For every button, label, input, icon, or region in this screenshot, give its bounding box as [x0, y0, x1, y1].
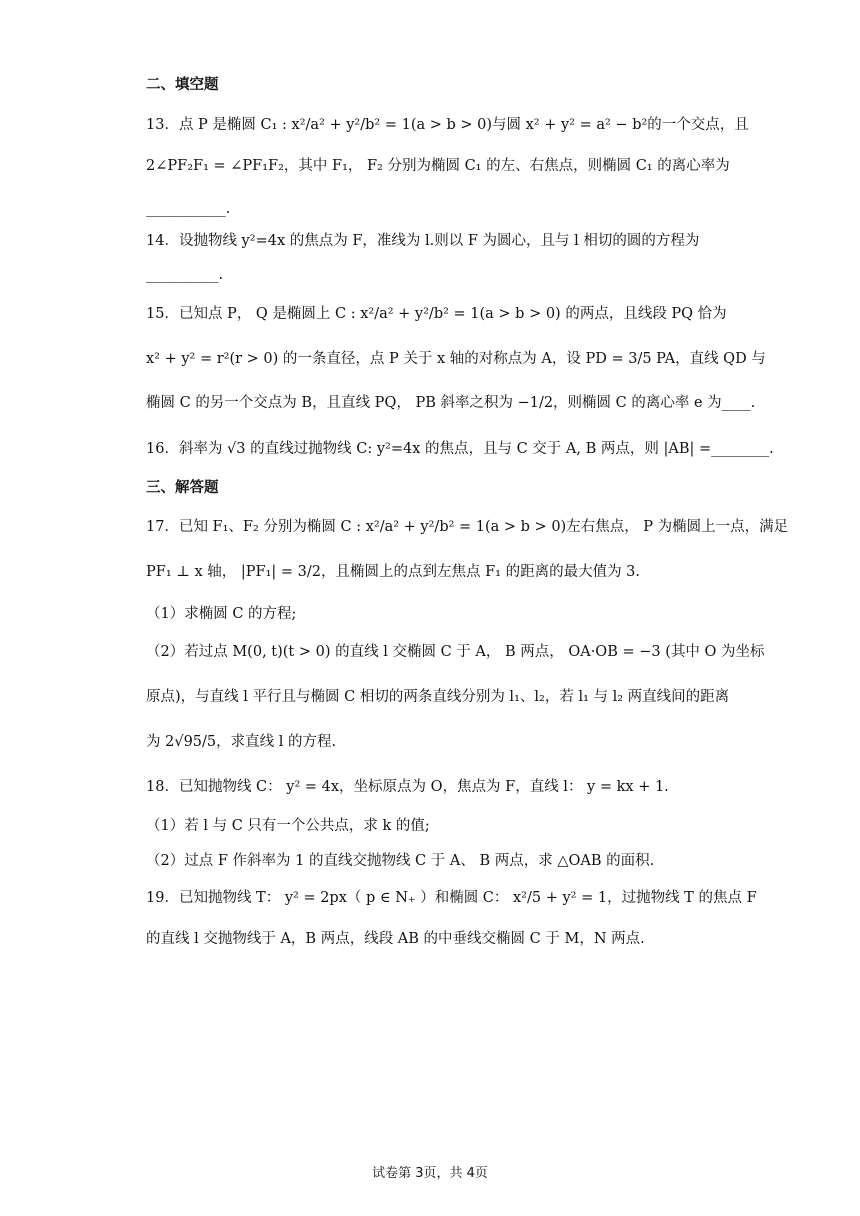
q15-line-2: x² + y² = r²(r > 0) 的一条直径，点 P 关于 x 轴的对称点为 A，设 PD = 3/5 PA，直线 QD 与 [146, 351, 766, 367]
q17-part-2-line-3: 为 2√95/5，求直线 l 的方程. [146, 734, 337, 750]
q19-line-1: 19．已知抛物线 T： y² = 2px（ p ∈ N₊ ）和椭圆 C： x²/5 + y² = 1，过抛物线 T 的焦点 F [146, 890, 757, 906]
q17-part-2-line-2: 原点)，与直线 l 平行且与椭圆 C 相切的两条直线分别为 l₁、l₂，若 l₁ 与 l₂ 两直线间的距离 [146, 689, 730, 705]
q18-part-1: （1）若 l 与 C 只有一个公共点，求 k 的值; [146, 818, 430, 834]
q19-line-2: 的直线 l 交抛物线于 A，B 两点，线段 AB 的中垂线交椭圆 C 于 M，N 两点. [146, 931, 645, 947]
q18-line-1: 18．已知抛物线 C： y² = 4x，坐标原点为 O，焦点为 F，直线 l： y = kx + 1. [146, 779, 669, 795]
q14-answer-blank: __________. [146, 267, 224, 283]
q17-line-1: 17．已知 F₁、F₂ 分别为椭圆 C : x²/a² + y²/b² = 1(a > b > 0)左右焦点， P 为椭圆上一点，满足 [146, 519, 789, 535]
q13-answer-blank: ___________. [146, 201, 231, 217]
q17-part-2-line-1: （2）若过点 M(0, t)(t > 0) 的直线 l 交椭圆 C 于 A， B 两点， OA·OB = −3 (其中 O 为坐标 [146, 644, 765, 660]
q14-line-1: 14．设抛物线 y²=4x 的焦点为 F，准线为 l.则以 F 为圆心，且与 l 相切的圆的方程为 [146, 233, 700, 249]
q18-part-2: （2）过点 F 作斜率为 1 的直线交抛物线 C 于 A、 B 两点，求 △OAB 的面积. [146, 853, 655, 869]
q13-line-2: 2∠PF₂F₁ = ∠PF₁F₂，其中 F₁， F₂ 分别为椭圆 C₁ 的左、右焦点，则椭圆 C₁ 的离心率为 [146, 158, 730, 174]
section-title-answer: 三、解答题 [146, 480, 219, 496]
q16-line-1: 16．斜率为 √3 的直线过抛物线 C: y²=4x 的焦点，且与 C 交于 A, B 两点，则 |AB| =________. [146, 441, 774, 457]
q17-line-2: PF₁ ⊥ x 轴， |PF₁| = 3/2，且椭圆上的点到左焦点 F₁ 的距离的最大值为 3. [146, 564, 641, 580]
q15-line-3: 椭圆 C 的另一个交点为 B，且直线 PQ， PB 斜率之积为 −1/2，则椭圆 C 的离心率 e 为____. [146, 395, 756, 411]
page-footer: 试卷第 3页，共 4页 [372, 1166, 488, 1181]
q17-part-1: （1）求椭圆 C 的方程; [146, 606, 297, 622]
q13-line-1: 13．点 P 是椭圆 C₁ : x²/a² + y²/b² = 1(a > b > 0)与圆 x² + y² = a² − b²的一个交点，且 [146, 117, 749, 133]
q15-line-1: 15．已知点 P， Q 是椭圆上 C : x²/a² + y²/b² = 1(a > b > 0) 的两点，且线段 PQ 恰为 [146, 306, 727, 322]
section-title-fill-in: 二、填空题 [146, 77, 219, 93]
